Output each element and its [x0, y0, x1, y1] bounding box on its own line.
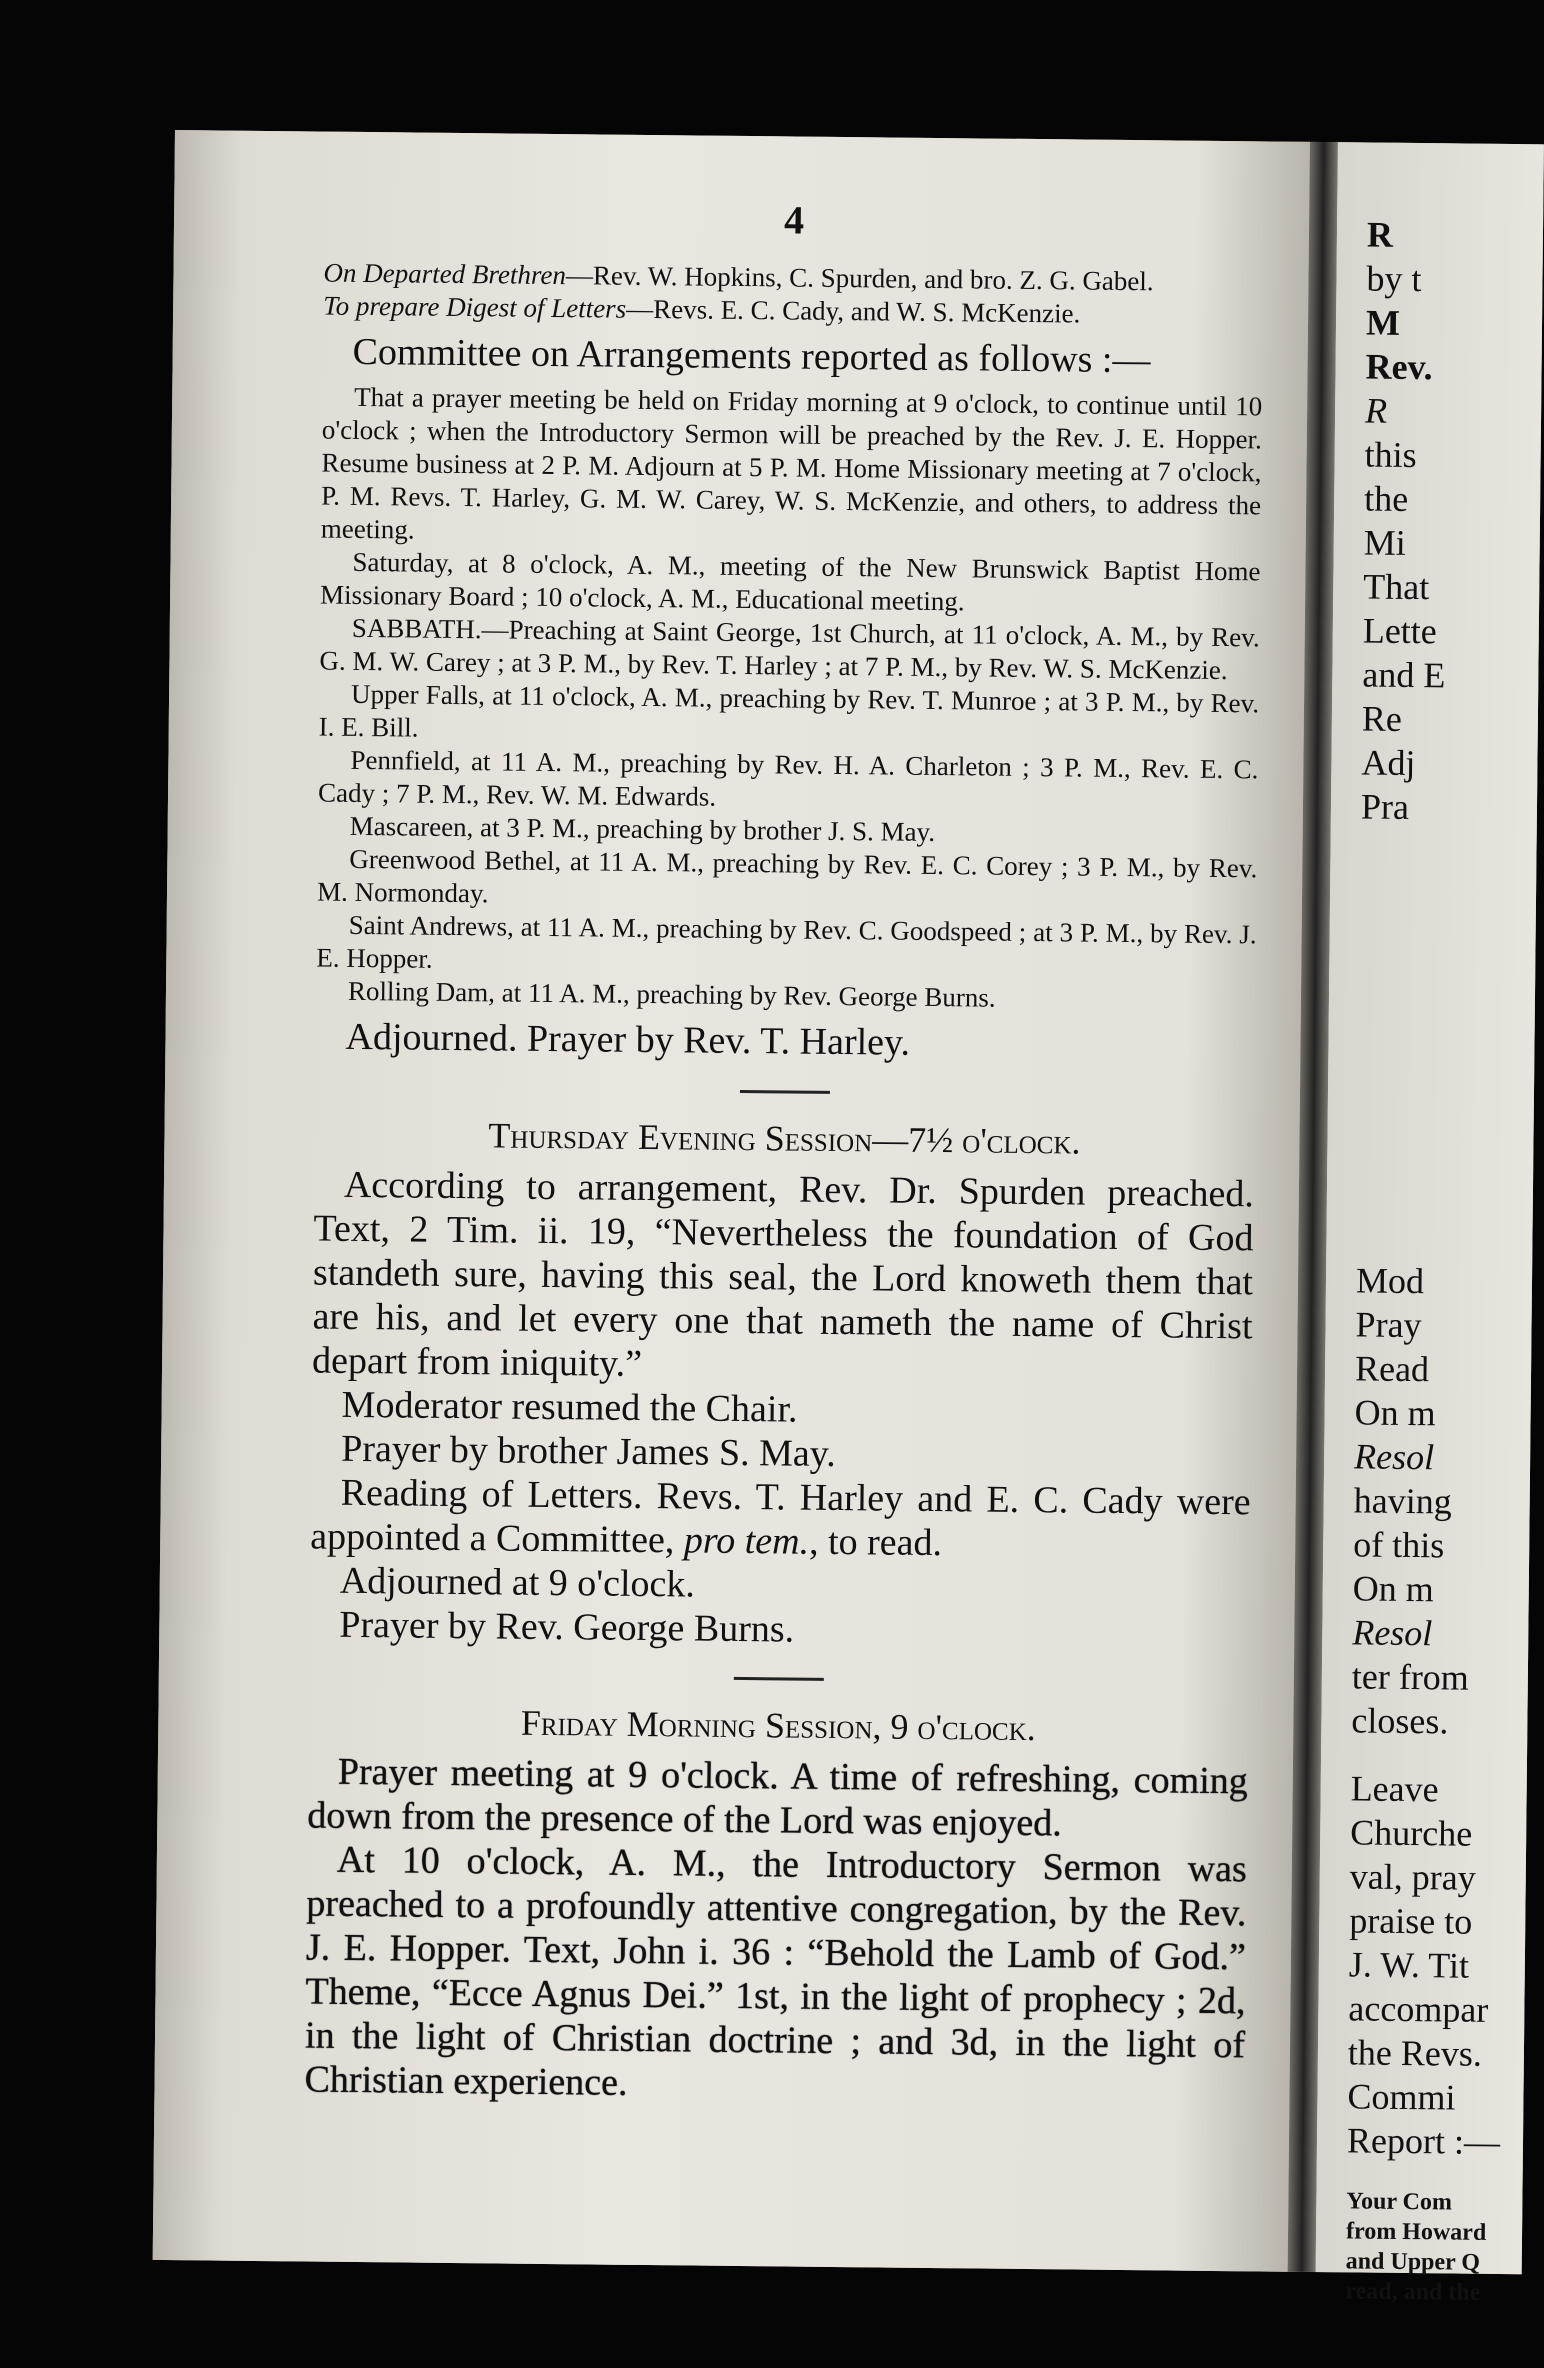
arrangement-paragraph: Greenwood Bethel, at 11 A. M., preaching by Rev. E. C. Corey ; 3 P. M., by Rev. M. Normonday. [316, 843, 1258, 909]
right-line: and Upper Q [1345, 2248, 1481, 2276]
right-line: from Howard [1345, 2218, 1487, 2246]
right-line: Adj [1361, 742, 1416, 784]
arrangement-paragraph: Rolling Dam, at 11 A. M., preaching by Rev. George Burns. [347, 975, 996, 1013]
right-line: M [1365, 302, 1401, 343]
friday-session-heading: Friday Morning Session, 9 o'clock. [520, 1702, 1036, 1749]
right-line: J. W. Tit [1348, 1944, 1470, 1986]
right-line: and E [1362, 654, 1446, 696]
page-number: 4 [783, 197, 805, 243]
section-divider [734, 1677, 824, 1681]
right-line: ter from [1351, 1656, 1470, 1698]
arrangement-paragraph: Saturday, at 8 o'clock, A. M., meeting of the New Brunswick Baptist Home Missionary Board ; 10 o'clock, A. M., Educational meeting. [319, 546, 1261, 617]
right-line: Lette [1362, 610, 1437, 652]
arrangement-paragraph: Upper Falls, at 11 o'clock, A. M., preaching by Rev. T. Munroe ; at 3 P. M., by Rev. I. E. Bill. [318, 678, 1260, 743]
thursday-paragraph: According to arrangement, Rev. Dr. Spurden preached. Text, 2 Tim. ii. 19, “Nevertheless the foundation of God standeth sure, having this seal, the Lord knoweth them that are his, and let every one that nameth the name of Christ depart from iniquity.” [311, 1163, 1255, 1385]
right-line: closes. [1351, 1700, 1449, 1742]
right-line: val, pray [1349, 1856, 1476, 1898]
right-line: Report :— [1346, 2120, 1501, 2162]
committee-heading: Committee on Arrangements reported as follows :— [352, 330, 1151, 382]
right-line: by t [1366, 258, 1422, 300]
right-line: Read [1354, 1348, 1430, 1390]
page-content [304, 192, 1264, 2112]
arrangement-paragraph: Pennfield, at 11 A. M., preaching by Rev. H. A. Charleton ; 3 P. M., Rev. E. C. Cady ; 7 P. M., Rev. W. M. Edwards. [317, 744, 1259, 812]
right-line: Pray [1355, 1304, 1422, 1346]
right-line: Mi [1363, 522, 1406, 563]
thursday-closing: Prayer by Rev. George Burns. [339, 1603, 795, 1651]
right-line: the Revs. [1347, 2032, 1483, 2074]
right-line: R [1366, 214, 1394, 255]
right-line: Your Com [1346, 2188, 1453, 2216]
right-bottom-block [1315, 1258, 1532, 2308]
right-line: praise to [1349, 1900, 1473, 1942]
right-line: the [1363, 478, 1409, 519]
right-line: On m [1354, 1392, 1436, 1434]
digest-letters-line: To prepare Digest of Letters—Revs. E. C. Cady, and W. S. McKenzie. [323, 290, 1081, 329]
right-top-block [1331, 142, 1544, 830]
right-line: On m [1352, 1568, 1434, 1610]
thursday-closing: Adjourned at 9 o'clock. [339, 1559, 696, 1606]
departed-brethren-line: On Departed Brethren—Rev. W. Hopkins, C. Spurden, and bro. Z. G. Gabel. [323, 257, 1154, 297]
right-line: having [1353, 1480, 1452, 1522]
friday-paragraph: Prayer meeting at 9 o'clock. A time of refreshing, coming down from the presence of the Lord was enjoyed. [307, 1750, 1248, 1845]
arrangement-paragraph: Mascareen, at 3 P. M., preaching by brother J. S. May. [349, 810, 936, 847]
thursday-paragraph: Prayer by brother James S. May. [340, 1427, 836, 1475]
right-line: Resol [1353, 1436, 1435, 1478]
right-line: Mod [1355, 1260, 1425, 1302]
right-line: read, and the [1345, 2278, 1481, 2306]
arrangement-paragraph: Saint Andrews, at 11 A. M., preaching by Rev. C. Goodspeed ; at 3 P. M., by Rev. J. E. Hopper. [316, 909, 1257, 974]
reading-of-letters: Reading of Letters. Revs. T. Harley and E. C. Cady were appointed a Committee, pro tem., to read. [310, 1471, 1251, 1565]
right-line: Churche [1350, 1812, 1473, 1854]
right-line: Leave [1350, 1768, 1439, 1810]
right-line: Rev. [1365, 346, 1433, 388]
right-spacer [1326, 828, 1536, 1260]
right-page-fragment [1316, 142, 1544, 2306]
thursday-session-heading: Thursday Evening Session—7½ o'clock. [488, 1115, 1081, 1162]
right-line: this [1364, 434, 1417, 476]
thursday-paragraph: Moderator resumed the Chair. [341, 1383, 798, 1431]
right-line: Commi [1347, 2076, 1456, 2118]
friday-paragraph: At 10 o'clock, A. M., the Introductory Sermon was preached to a profoundly attentive congregation, by the Rev. J. E. Hopper. Text, John i. 36 : “Behold the Lamb of God.” Theme, “Ecce Agnus Dei.” 1st, in the light of prophecy ; 2d, in the light of Christian doctrine ; and 3d, in the light of Christian experience. [304, 1838, 1248, 2104]
right-line: Resol [1352, 1612, 1433, 1654]
section-divider [740, 1090, 830, 1094]
adjourned-line: Adjourned. Prayer by Rev. T. Harley. [345, 1015, 911, 1064]
right-line: Pra [1360, 786, 1410, 827]
right-line: That [1363, 566, 1430, 608]
scanned-spread [153, 130, 1544, 2306]
left-page [153, 130, 1310, 2272]
arrangement-paragraph: That a prayer meeting be held on Friday morning at 9 o'clock, to continue until 10 o'clock ; when the Introductory Sermon will be preached by the Rev. J. E. Hopper. Resume business at 2 P. M. Adjourn at 5 P. M. Home Missionary meeting at 7 o'clock, P. M. Revs. T. Harley, G. M. W. Carey, W. S. McKenzie, and others, to address the meeting. [320, 381, 1263, 545]
right-line: Re [1361, 698, 1403, 739]
right-line: of this [1353, 1524, 1445, 1566]
right-line: R [1364, 390, 1388, 431]
right-line: accompar [1348, 1988, 1489, 2030]
arrangement-paragraph: SABBATH.—Preaching at Saint George, 1st Church, at 11 o'clock, A. M., by Rev. G. M. W. Carey ; at 3 P. M., by Rev. T. Harley ; at 7 P. M., by Rev. W. S. McKenzie. [319, 612, 1260, 686]
